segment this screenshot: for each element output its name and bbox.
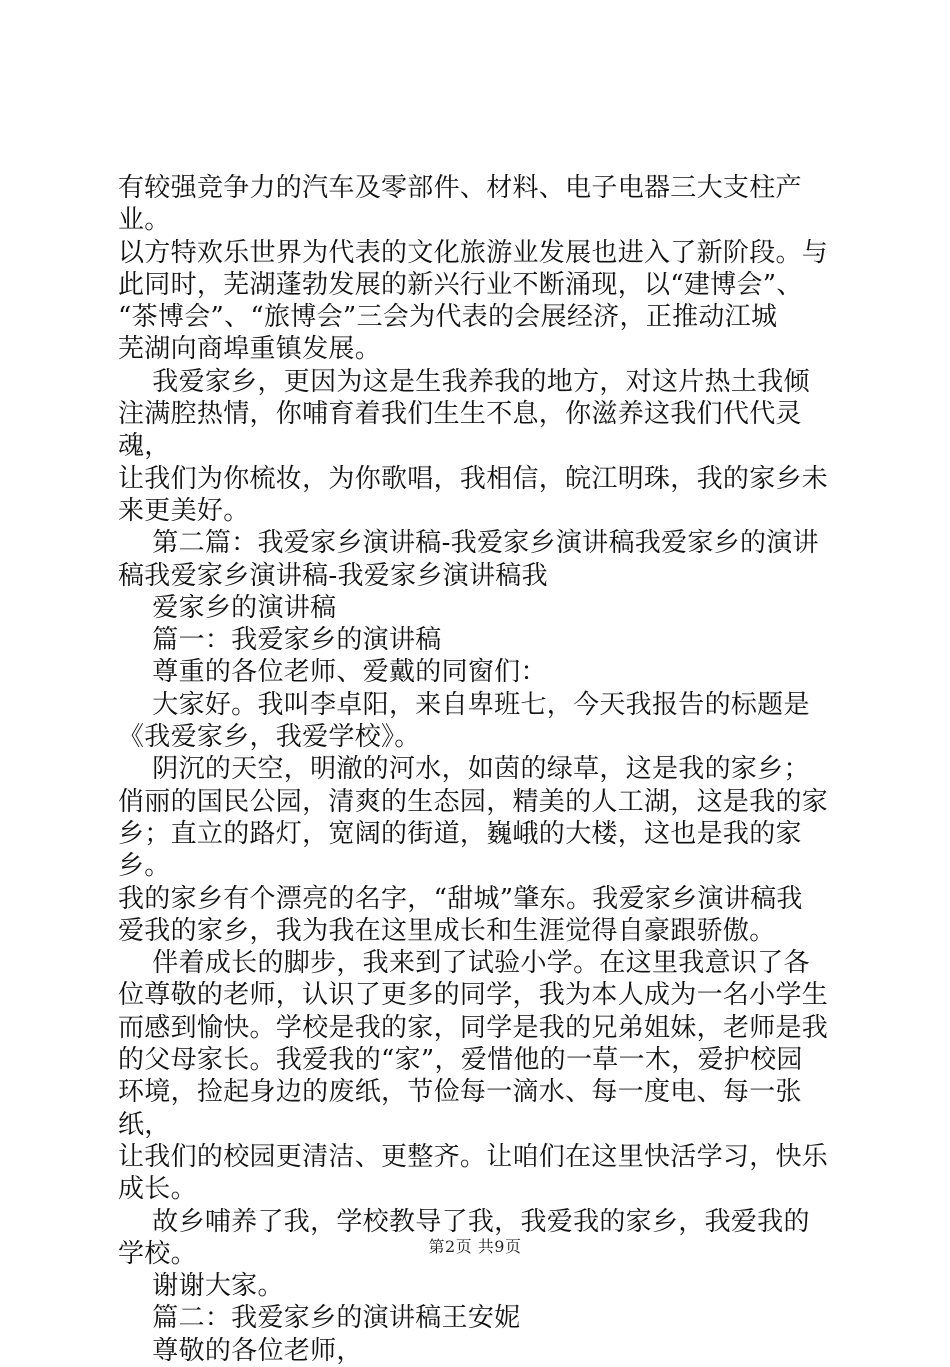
paragraph: 尊重的各位老师、爱戴的同窗们： xyxy=(118,657,547,688)
document-body xyxy=(118,172,838,1367)
paragraph: 篇二：我爱家乡的演讲稿王安妮 xyxy=(118,1303,521,1334)
paragraph: 篇一：我爱家乡的演讲稿 xyxy=(118,625,442,656)
paragraph: 谢谢大家。 xyxy=(118,1271,284,1302)
paragraph: 尊敬的各位老师， xyxy=(118,1335,363,1366)
paragraph: 有较强竞争力的汽车及零部件、材料、电子电器三大支柱产业。 以方特欢乐世界为代表的文化旅游业发展也进入了新阶段。与 此同时，芜湖蓬勃发展的新兴行业不断涌现，以“建博会”、 “茶博会”、“旅博会”三会为代表的会展经济，正推动江城 芜湖向商埠重镇发展。 xyxy=(118,173,829,365)
paragraph: 我爱家乡，更因为这是生我养我的地方，对这片热土我倾 注满腔热情，你哺育着我们生生不息，你滋养这我们代代灵魂， 让我们为你梳妆，为你歌唱，我相信，皖江明珠，我的家乡未 来更美好。 xyxy=(118,366,829,526)
paragraph: 爱家乡的演讲稿 xyxy=(118,592,337,623)
paragraph: 第二篇：我爱家乡演讲稿-我爱家乡演讲稿我爱家乡的演讲 稿我爱家乡演讲稿-我爱家乡演讲稿我 xyxy=(118,528,819,591)
page-footer: 第2页 共9页 xyxy=(428,1237,522,1256)
paragraph: 伴着成长的脚步，我来到了试验小学。在这里我意识了各 位尊敬的老师，认识了更多的同学，我为本人成为一名小学生 而感到愉快。学校是我的家，同学是我的兄弟姐妹，老师是我 的父母家长。我爱我的“家”，爱惜他的一草一木，爱护校园 环境，捡起身边的废纸，节俭每一滴水、每一度电、每一张纸， 让我们的校园更清洁、更整齐。让咱们在这里快活学习，快乐 成长。 xyxy=(118,948,829,1205)
paragraph: 阴沉的天空，明澈的河水，如茵的绿草，这是我的家乡； 俏丽的国民公园，清爽的生态园，精美的人工湖，这是我的家 乡；直立的路灯，宽阔的街道，巍峨的大楼，这也是我的家乡。 我的家乡有个漂亮的名字，“甜城”肇东。我爱家乡演讲稿我 爱我的家乡，我为我在这里成长和生涯觉得自豪跟骄傲。 xyxy=(118,754,829,946)
paragraph: 故乡哺养了我，学校教导了我，我爱我的家乡，我爱我的 学校。 xyxy=(118,1206,810,1269)
paragraph: 大家好。我叫李卓阳，来自卑班七，今天我报告的标题是 《我爱家乡，我爱学校》。 xyxy=(118,689,810,753)
